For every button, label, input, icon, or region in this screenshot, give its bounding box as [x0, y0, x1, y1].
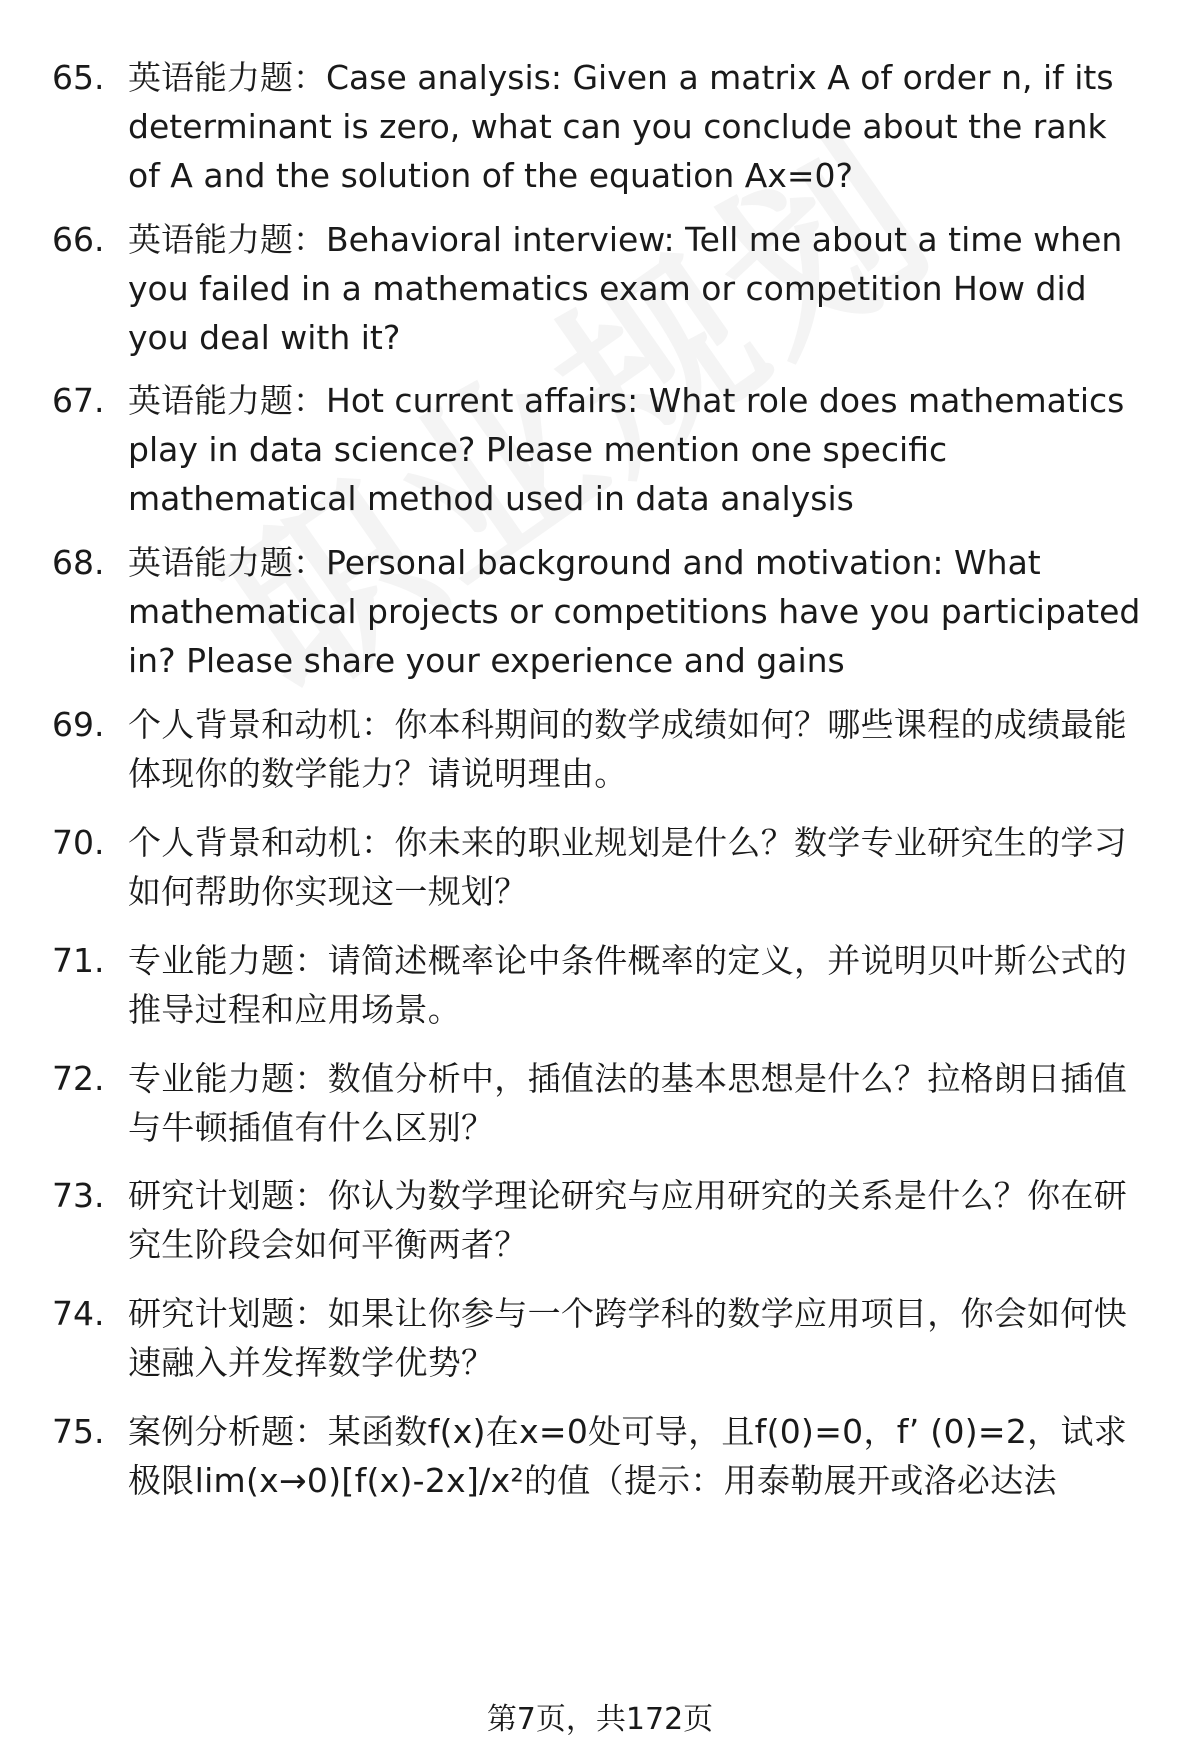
question-text: 专业能力题：请简述概率论中条件概率的定义，并说明贝叶斯公式的推导过程和应用场景。: [128, 941, 1127, 1029]
question-number: 74.: [52, 1294, 105, 1333]
question-number: 71.: [52, 941, 105, 980]
question-text: 英语能力题：Case analysis: Given a matrix A of order n, if its determinant is zero, what can you conclude about the rank of A and the solution of the equation Ax=0?: [128, 58, 1114, 195]
question-number: 69.: [52, 705, 105, 744]
question-number: 70.: [52, 823, 105, 862]
question-text: 研究计划题：如果让你参与一个跨学科的数学应用项目，你会如何快速融入并发挥数学优势？: [128, 1294, 1127, 1382]
page-footer: 第7页，共172页: [486, 1702, 714, 1737]
question-text: 个人背景和动机：你未来的职业规划是什么？数学专业研究生的学习如何帮助你实现这一规划？: [128, 823, 1127, 911]
question-text: 研究计划题：你认为数学理论研究与应用研究的关系是什么？你在研究生阶段会如何平衡两者？: [128, 1176, 1127, 1264]
question-number: 75.: [52, 1412, 105, 1451]
question-number: 73.: [52, 1176, 105, 1215]
question-text: 专业能力题：数值分析中，插值法的基本思想是什么？拉格朗日插值与牛顿插值有什么区别？: [128, 1059, 1127, 1147]
question-number: 67.: [52, 381, 105, 420]
question-text: 英语能力题：Hot current affairs: What role does mathematics play in data science? Please mention one specific mathematical method used in data analysis: [128, 381, 1125, 518]
question-text: 个人背景和动机：你本科期间的数学成绩如何？哪些课程的成绩最能体现你的数学能力？请说明理由。: [128, 705, 1127, 793]
question-number: 72.: [52, 1059, 105, 1098]
question-text: 案例分析题：某函数f(x)在x=0处可导，且f(0)=0，f’ (0)=2，试求极限lim(x→0)[f(x)-2x]/x²的值（提示：用泰勒展开或洛必达法: [128, 1412, 1128, 1500]
question-number: 68.: [52, 543, 105, 582]
question-number: 65.: [52, 58, 105, 97]
question-text: 英语能力题：Behavioral interview: Tell me about a time when you failed in a mathematics exam or competition How did you deal with it?: [128, 220, 1123, 357]
question-text: 英语能力题：Personal background and motivation: What mathematical projects or competitions have you participated in? Please share your experience and gains: [128, 543, 1141, 680]
question-number: 66.: [52, 220, 105, 259]
